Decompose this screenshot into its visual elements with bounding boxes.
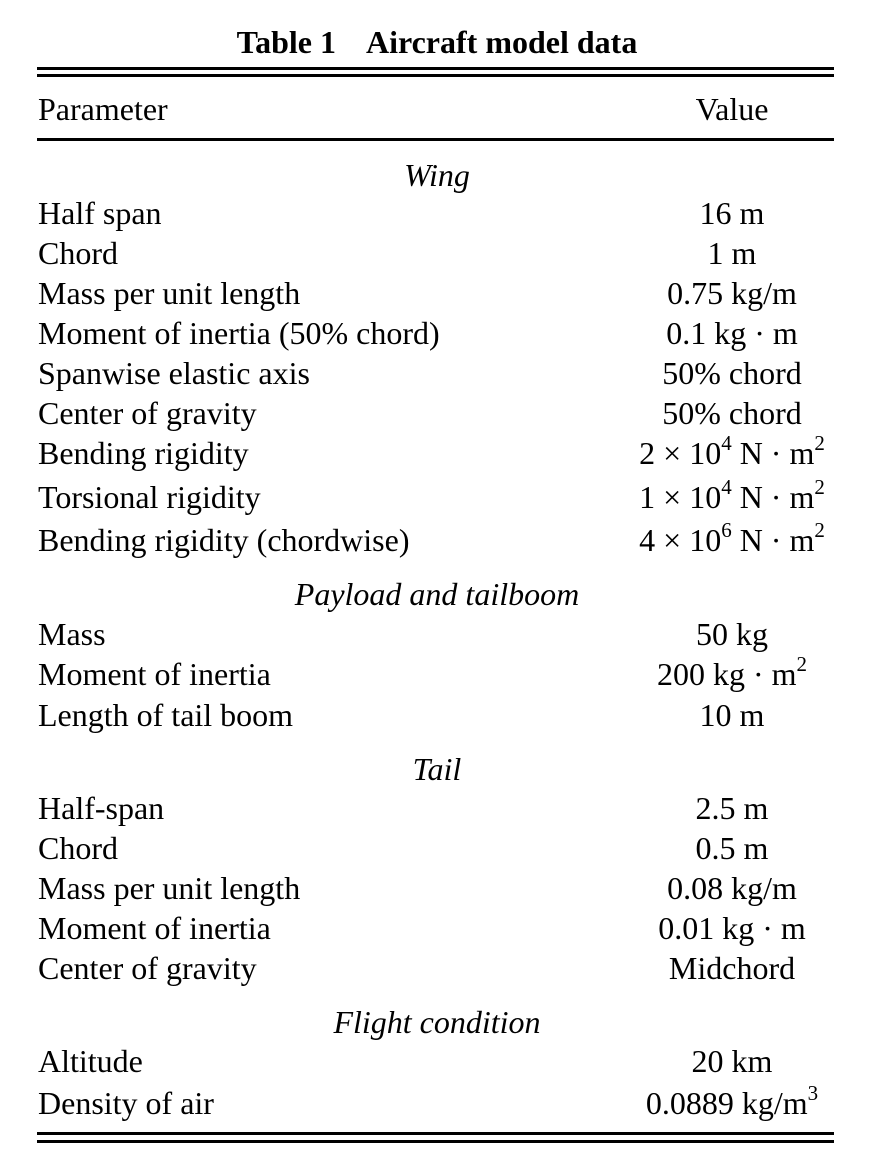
- value-cell: [588, 313, 874, 353]
- param-cell: Center of gravity: [38, 395, 257, 431]
- section-title: Tail: [412, 751, 462, 787]
- value-text: 20 km: [691, 1043, 773, 1079]
- value-text: 0.0889 kg/m: [645, 1085, 808, 1121]
- table-row: [38, 654, 834, 694]
- value-text: 50% chord: [662, 355, 802, 391]
- value-text: 2 × 10: [639, 435, 722, 471]
- section-title: Flight condition: [333, 1004, 541, 1040]
- value-text: 0.5 m: [695, 830, 769, 866]
- table-row: [38, 1041, 834, 1081]
- param-cell: Length of tail boom: [38, 697, 294, 733]
- table-title: Aircraft model data: [365, 24, 638, 60]
- param-cell: Moment of inertia: [38, 910, 271, 946]
- header-row: [38, 89, 834, 129]
- value-cell: [588, 948, 874, 988]
- top-rule-2: [37, 74, 834, 77]
- param-cell: Mass: [38, 616, 106, 652]
- value-cell: [588, 1041, 874, 1081]
- table-row: [38, 193, 834, 233]
- value-text: 2.5 m: [695, 790, 769, 826]
- value-cell: [588, 393, 874, 433]
- table-row: [38, 614, 834, 654]
- param-cell: Altitude: [38, 1043, 143, 1079]
- value-cell: [588, 695, 874, 735]
- value-text: 50 kg: [696, 616, 768, 652]
- param-cell: Moment of inertia (50% chord): [38, 315, 440, 351]
- value-text: 0.01 kg · m: [658, 910, 806, 946]
- param-cell: Spanwise elastic axis: [38, 355, 310, 391]
- table-row: [38, 233, 834, 273]
- value-text: 4 × 10: [639, 522, 722, 558]
- top-rule-1: [37, 67, 834, 70]
- value-cell: [588, 614, 874, 654]
- value-cell: [588, 477, 874, 517]
- param-cell: Bending rigidity (chordwise): [38, 522, 410, 558]
- table-row: [38, 868, 834, 908]
- value-text: 200 kg · m: [656, 656, 797, 692]
- value-cell: [588, 654, 874, 694]
- table-row: [38, 393, 834, 433]
- table-row: [38, 908, 834, 948]
- value-text: 0.08 kg/m: [667, 870, 797, 906]
- value-cell: [588, 908, 874, 948]
- section-title: Payload and tailboom: [294, 576, 580, 612]
- param-cell: Half-span: [38, 790, 165, 826]
- bottom-rule-2: [37, 1140, 834, 1143]
- table-row: [38, 477, 834, 517]
- value-cell: [588, 828, 874, 868]
- value-text: 50% chord: [662, 395, 802, 431]
- table-row: [38, 353, 834, 393]
- value-exponent: 4: [721, 475, 732, 500]
- param-cell: Half span: [38, 195, 162, 231]
- table-row: [38, 313, 834, 353]
- param-cell: Chord: [38, 830, 118, 866]
- table-row: [38, 828, 834, 868]
- value-text: 1 m: [707, 235, 757, 271]
- param-cell: Chord: [38, 235, 118, 271]
- table-row: [38, 273, 834, 313]
- value-cell: [588, 353, 874, 393]
- value-exponent: 6: [721, 518, 732, 543]
- header-value: Value: [695, 91, 769, 127]
- value-text: 1 × 10: [639, 479, 722, 515]
- value-exponent: 4: [721, 431, 732, 456]
- unit-exponent: 2: [814, 475, 825, 500]
- table-row: [38, 695, 834, 735]
- value-cell: [588, 520, 874, 560]
- table-row: [38, 948, 834, 988]
- param-cell: Mass per unit length: [38, 275, 301, 311]
- unit-exponent: 2: [796, 652, 808, 677]
- param-cell: Density of air: [38, 1085, 214, 1121]
- value-unit: N · m: [731, 479, 815, 515]
- value-cell: [588, 233, 874, 273]
- unit-exponent: 2: [814, 431, 825, 456]
- value-text: Midchord: [668, 950, 796, 986]
- value-cell: [588, 193, 874, 233]
- table-caption: [0, 22, 874, 62]
- value-unit: N · m: [731, 522, 815, 558]
- param-cell: Moment of inertia: [38, 656, 271, 692]
- table-label: Table 1: [236, 24, 336, 60]
- value-unit: N · m: [731, 435, 815, 471]
- param-cell: Bending rigidity: [38, 435, 249, 471]
- value-text: 10 m: [699, 697, 765, 733]
- section-title: Wing: [404, 157, 470, 193]
- value-text: 0.75 kg/m: [667, 275, 797, 311]
- param-cell: Center of gravity: [38, 950, 257, 986]
- header-parameter: Parameter: [38, 91, 168, 127]
- param-cell: Mass per unit length: [38, 870, 301, 906]
- table-row: [38, 1083, 834, 1123]
- table-row: [38, 433, 834, 473]
- bottom-rule-1: [37, 1132, 834, 1135]
- value-cell: [588, 273, 874, 313]
- unit-exponent: 2: [814, 518, 825, 543]
- value-cell: [588, 1083, 874, 1123]
- param-cell: Torsional rigidity: [38, 479, 261, 515]
- value-text: 0.1 kg · m: [666, 315, 798, 351]
- header-rule: [37, 138, 834, 141]
- unit-exponent: 3: [807, 1081, 819, 1106]
- value-cell: [588, 433, 874, 473]
- table-row: [38, 788, 834, 828]
- value-cell: [588, 788, 874, 828]
- value-text: 16 m: [699, 195, 765, 231]
- table-row: [38, 520, 834, 560]
- value-cell: [588, 868, 874, 908]
